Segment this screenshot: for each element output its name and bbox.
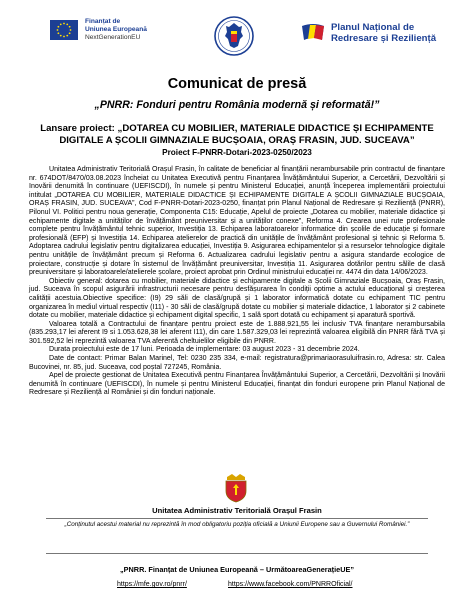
- disclaimer: „Conținutul acestui material nu reprezintă în mod obligatoriu poziția oficială a Uniunii Europene sau a Guvernului României.”: [64, 521, 410, 528]
- paragraph-contact: Date de contact: Primar Balan Marinel, Tel: 0230 235 334, e-mail: registratura@primariaorasuluifrasin.ro, Adresa: str. Calea Bucovinei, nr. 85, jud. Suceava, cod poștal 727245, România.: [29, 355, 445, 371]
- eu-star-icon: [69, 26, 71, 28]
- paragraph-duration: Durata proiectului este de 17 luni. Perioada de implementare: 03 august 2023 - 31 decembrie 2024.: [49, 346, 360, 354]
- eu-star-icon: [63, 23, 65, 25]
- divider: [46, 553, 428, 554]
- eu-line1: Finanțat de: [85, 18, 121, 25]
- project-name: „DOTAREA CU MOBILIER, MATERIALE DIDACTICE ȘI ECHIPAMENTE DIGITALE A ȘCOLII GIMNAZIALE BUCȘOAIA, ORAȘ FRASIN, JUD. SUCEAVA”: [59, 123, 434, 146]
- paragraph-call: Apel de proiecte gestionat de Unitatea Executivă pentru Finanțarea Învățământului Superior, a Cercetării, Dezvoltării și Inovării denumită în continuare (UEFISCDI), în numele și pentru Ministerul Educației, finanțat din fonduri europene prin Planul Național de Redresare și Reziliență al României și din fonduri naționale.: [29, 372, 445, 397]
- eu-star-icon: [57, 29, 59, 31]
- eu-star-icon: [69, 32, 71, 34]
- frasin-coat-of-arms-icon: [223, 473, 249, 503]
- header: [0, 14, 474, 62]
- paragraph-value: Valoarea totală a Contractului de finanțare pentru proiect este de 1.888.921,55 lei inclusiv TVA finanțare nerambursabila (835.293,17 lei aferent I9 si 1.053.628,38 lei aferent I11), din care 1.587.329,03 lei reprezintă valoarea eligibilă din PNRR fără TVA și 301.592,52 lei reprezintă valoarea TVA aferentă cheltuielilor eligibile din PNRR.: [29, 320, 445, 345]
- eu-line2: Uniunea Europeană: [85, 26, 147, 34]
- eu-stars-icon: [50, 20, 78, 40]
- eu-star-icon: [63, 36, 65, 38]
- pnrr-line2: Redresare și Reziliență: [331, 33, 437, 44]
- eu-star-icon: [66, 35, 68, 37]
- government-coat-of-arms-icon: [214, 14, 254, 58]
- paragraph-objectives: Obiectiv general: dotarea cu mobilier, materiale didactice și echipamente digitale a Școlii Gimnaziale Bucșoaia, Oraș Frasin, jud. Suceava în scopul asigurării infrastructurii necesare pentru desfășurarea în condiții optime a actului educațional și creșterea calității acestuia.Obiective specifice: (I9) 29 săli de clasă/grupă și 1 laborator informatică dotate cu echipament TIC pentru organizarea în mediul virtual respectiv (I11) - 30 săli de clasă/grupă dotate cu mobilier și materiale didactice, 1 laborator și 2 cabinete dotate cu mobilier, materiale didactice și echipament digital specific, 1 sală sport dotată cu echipament și aparatură sportivă.: [29, 277, 445, 320]
- facebook-link[interactable]: https://www.facebook.com/PNRROficial/: [228, 581, 353, 588]
- program-tagline: „PNRR. Finanțat de Uniunea Europeană – UrmătoareaGenerațieUE”: [120, 565, 354, 574]
- press-release-body: [29, 166, 445, 398]
- pnrr-text: [331, 22, 436, 44]
- project-code: Proiect F-PNRR-Dotari-2023-0250/2023: [162, 148, 312, 157]
- pnrr-line1: Planul Național de: [331, 22, 415, 33]
- pnrr-flag-icon: [300, 22, 326, 44]
- eu-star-icon: [60, 35, 62, 37]
- eu-funding-logo: [50, 18, 147, 43]
- eu-star-icon: [66, 23, 68, 25]
- eu-star-icon: [57, 26, 59, 28]
- eu-line3: NextGenerationEU: [85, 34, 141, 42]
- page-subtitle: „PNRR: Fonduri pentru România modernă și reformată!”: [94, 99, 380, 111]
- project-heading: [30, 123, 444, 146]
- paragraph-intro: Unitatea Administrativ Teritorială Orașul Frasin, în calitate de beneficiar al finanțării nerambursabile prin contractul de finanțare nr. 674DOT/8470/03.08.2023 încheiat cu Unitatea Executivă pentru Finanțarea Învățământului Superior, a Cercetării, Dezvoltării și Inovării denumită în continuare (UEFISCDI), în numele și pentru Ministerul Educației, anunță începerea implementării proiectului intitulat „DOTAREA CU MOBILIER, MATERIALE DIDACTICE ȘI ECHIPAMENTE DIGITALE A ȘCOLII GIMNAZIALE BUCȘOAIA, ORAȘ FRASIN, JUD. SUCEAVA”, Cod F-PNRR-Dotari-2023-0250, finanțat prin Planul Național de Redresare și Reziliență (PNRR), Pilonul VI. Politici pentru noua generație, Componenta C15: Educație, Apelul de proiecte „Dotarea cu mobilier, materiale didactice și echipamente digitale a unităților de învățământ preuniversitar și a unităților conexe”, Reforma 4. Crearea unei rute profesionale complete pentru învățământul tehnic superior, Investiția 13. Echiparea laboratoarelor informatice din școlile de educație și formare profesională (EFP) și Investiția 14. Echiparea atelierelor de practică din unitățile de învățământ profesional și tehnic și Reforma 5. Adoptarea cadrului legislativ pentru digitalizarea educației, Investiția 9. Asigurarea echipamentelor și a resurselor tehnologice digitale pentru unitățile de învățământ precum și Reforma 6. Actualizarea cadrului legislativ pentru a asigura standarde ecologice de proiectare, construcție și dotare în sistemul de învățământ preuniversitar, Investiția 11. Asigurarea dotărilor pentru sălile de clasă preuniversitare și laboratoarele/atelierele școlare, proiect aprobat prin Ordinul ministrului educației nr. 4474 din data 14/06/2023.: [29, 166, 445, 277]
- pnrr-logo: [300, 22, 436, 44]
- eu-star-icon: [57, 32, 59, 34]
- eu-star-icon: [70, 29, 72, 31]
- municipality-name: Unitatea Administrativ Teritorială Orașul Frasin: [152, 506, 322, 515]
- page-title: Comunicat de presă: [167, 76, 307, 92]
- eu-flag-icon: [50, 20, 78, 40]
- divider: [46, 518, 428, 519]
- project-launch-label: Lansare proiect:: [40, 123, 115, 134]
- eu-funding-text: [85, 18, 147, 43]
- mfe-link[interactable]: https://mfe.gov.ro/pnrr/: [117, 581, 187, 588]
- eu-star-icon: [60, 23, 62, 25]
